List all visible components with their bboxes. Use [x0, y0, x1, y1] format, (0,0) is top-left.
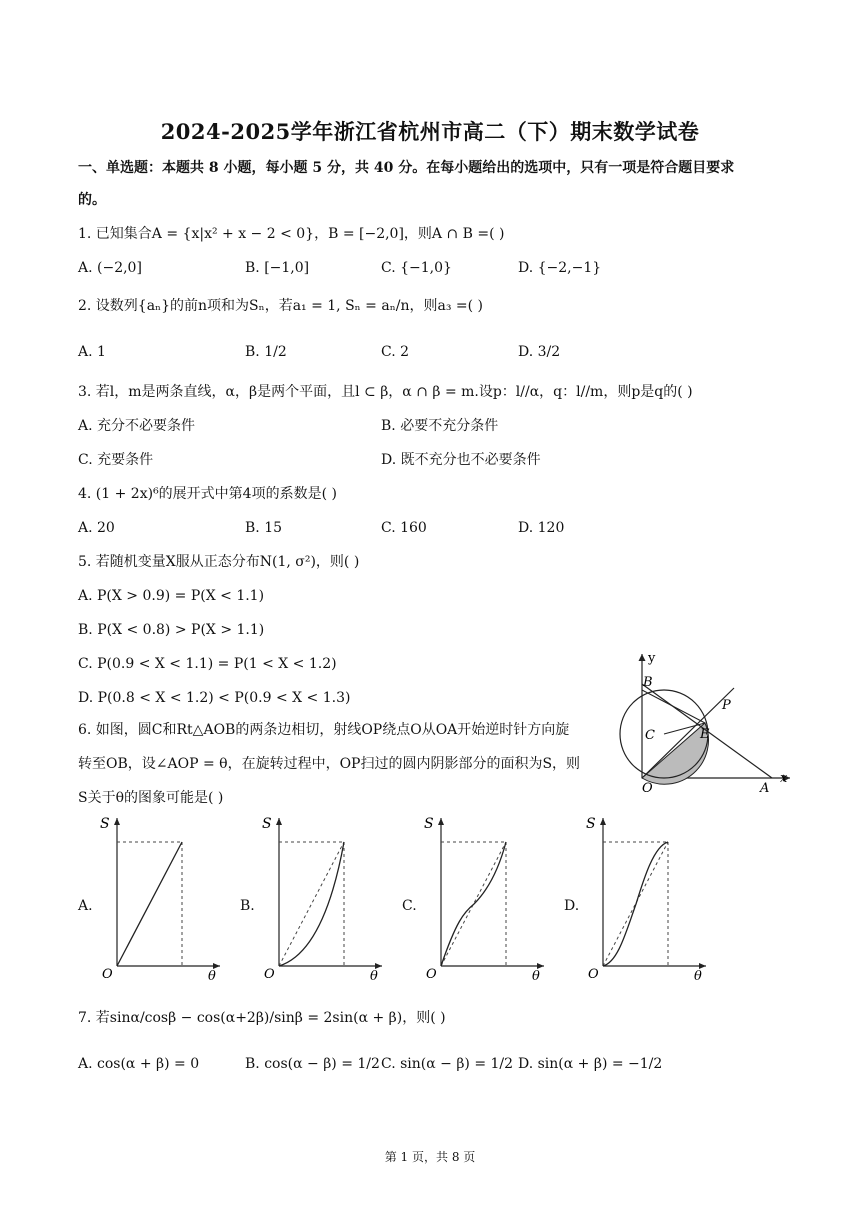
- question-4-stem: 4. (1 + 2x)⁶的展开式中第4项的系数是( ): [78, 486, 337, 502]
- svg-text:O: O: [102, 967, 113, 982]
- label-C: C: [645, 728, 655, 743]
- question-7-stem: 7. 若sinα/cosβ − cos(α+2β)/sinβ = 2sin(α + β)，则( ): [78, 1010, 446, 1026]
- svg-text:O: O: [426, 967, 437, 982]
- svg-text:θ: θ: [370, 969, 378, 984]
- svg-text:θ: θ: [694, 969, 702, 984]
- q4-option-b: B. 15: [245, 520, 283, 536]
- q1-option-a: A. (−2,0]: [78, 260, 142, 276]
- svg-text:O: O: [264, 967, 275, 982]
- svg-text:S: S: [100, 816, 110, 832]
- q2-option-d: D. 3/2: [518, 344, 561, 360]
- label-O: O: [642, 781, 653, 796]
- label-B: B: [643, 675, 653, 690]
- question-6-line2: 转至OB，设∠AOP = θ，在旋转过程中，OP扫过的圆内阴影部分的面积为S，则: [78, 756, 581, 772]
- q2-option-a: A. 1: [78, 344, 106, 360]
- q5-option-d: D. P(0.8 < X < 1.2) < P(0.9 < X < 1.3): [78, 690, 351, 706]
- question-6-line3: S关于θ的图象可能是( ): [78, 790, 224, 806]
- svg-text:S: S: [586, 816, 596, 832]
- question-6-line1: 6. 如图，圆C和Rt△AOB的两条边相切，射线OP绕点O从OA开始逆时针方向旋: [78, 722, 570, 738]
- q3-option-b: B. 必要不充分条件: [381, 418, 499, 434]
- q6-graph-a: [96, 812, 226, 984]
- question-1-stem: 1. 已知集合A = {x|x² + x − 2 < 0}，B = [−2,0]，则A ∩ B =( ): [78, 226, 505, 242]
- svg-text:O: O: [588, 967, 599, 982]
- q5-option-b: B. P(X < 0.8) > P(X > 1.1): [78, 622, 265, 638]
- q7-option-b: B. cos(α − β) = 1/2: [245, 1056, 380, 1072]
- q2-option-b: B. 1/2: [245, 344, 287, 360]
- q6-graph-d: [582, 812, 712, 984]
- section-heading-line2: 的。: [78, 192, 106, 208]
- q6-option-a-label: A.: [78, 898, 93, 914]
- q5-option-a: A. P(X > 0.9) = P(X < 1.1): [78, 588, 265, 604]
- q3-option-c: C. 充要条件: [78, 452, 154, 468]
- q7-option-c: C. sin(α − β) = 1/2: [381, 1056, 514, 1072]
- q1-option-d: D. {−2,−1}: [518, 260, 602, 276]
- q3-option-d: D. 既不充分也不必要条件: [381, 452, 541, 468]
- svg-text:θ: θ: [532, 969, 540, 984]
- q6-graph-c: [420, 812, 550, 984]
- label-A: A: [760, 781, 770, 796]
- q4-option-a: A. 20: [78, 520, 115, 536]
- q3-option-a: A. 充分不必要条件: [78, 418, 196, 434]
- page-title: 2024-2025学年浙江省杭州市高二（下）期末数学试卷: [160, 119, 700, 144]
- q4-option-d: D. 120: [518, 520, 565, 536]
- page-footer: 第 1 页，共 8 页: [384, 1150, 476, 1164]
- svg-text:S: S: [262, 816, 272, 832]
- q1-option-c: C. {−1,0}: [381, 260, 452, 276]
- q5-option-c: C. P(0.9 < X < 1.1) = P(1 < X < 1.2): [78, 656, 337, 672]
- svg-text:S: S: [424, 816, 434, 832]
- question-3-stem: 3. 若l，m是两条直线，α，β是两个平面，且l ⊂ β，α ∩ β = m.设p：l//α，q：l//m，则p是q的( ): [78, 384, 693, 400]
- question-2-stem: 2. 设数列{aₙ}的前n项和为Sₙ，若a₁ = 1, Sₙ = aₙ/n，则a₃ =( ): [78, 298, 484, 314]
- label-y: y: [648, 651, 656, 666]
- section-heading-line1: 一、单选题：本题共 8 小题，每小题 5 分，共 40 分。在每小题给出的选项中，只有一项是符合题目要求: [78, 160, 735, 176]
- svg-text:θ: θ: [208, 969, 216, 984]
- q6-graph-b: [258, 812, 388, 984]
- q7-option-d: D. sin(α + β) = −1/2: [518, 1056, 663, 1072]
- label-x: x: [780, 771, 788, 786]
- q1-option-b: B. [−1,0]: [245, 260, 310, 276]
- q6-geometry-figure: [612, 648, 798, 796]
- label-P: P: [722, 698, 731, 713]
- q4-option-c: C. 160: [381, 520, 427, 536]
- question-5-stem: 5. 若随机变量X服从正态分布N(1, σ²)，则( ): [78, 554, 360, 570]
- q6-option-d-label: D.: [564, 898, 580, 914]
- q6-option-b-label: B.: [240, 898, 255, 914]
- q7-option-a: A. cos(α + β) = 0: [78, 1056, 200, 1072]
- q2-option-c: C. 2: [381, 344, 410, 360]
- label-E: E: [700, 727, 710, 742]
- q6-option-c-label: C.: [402, 898, 417, 914]
